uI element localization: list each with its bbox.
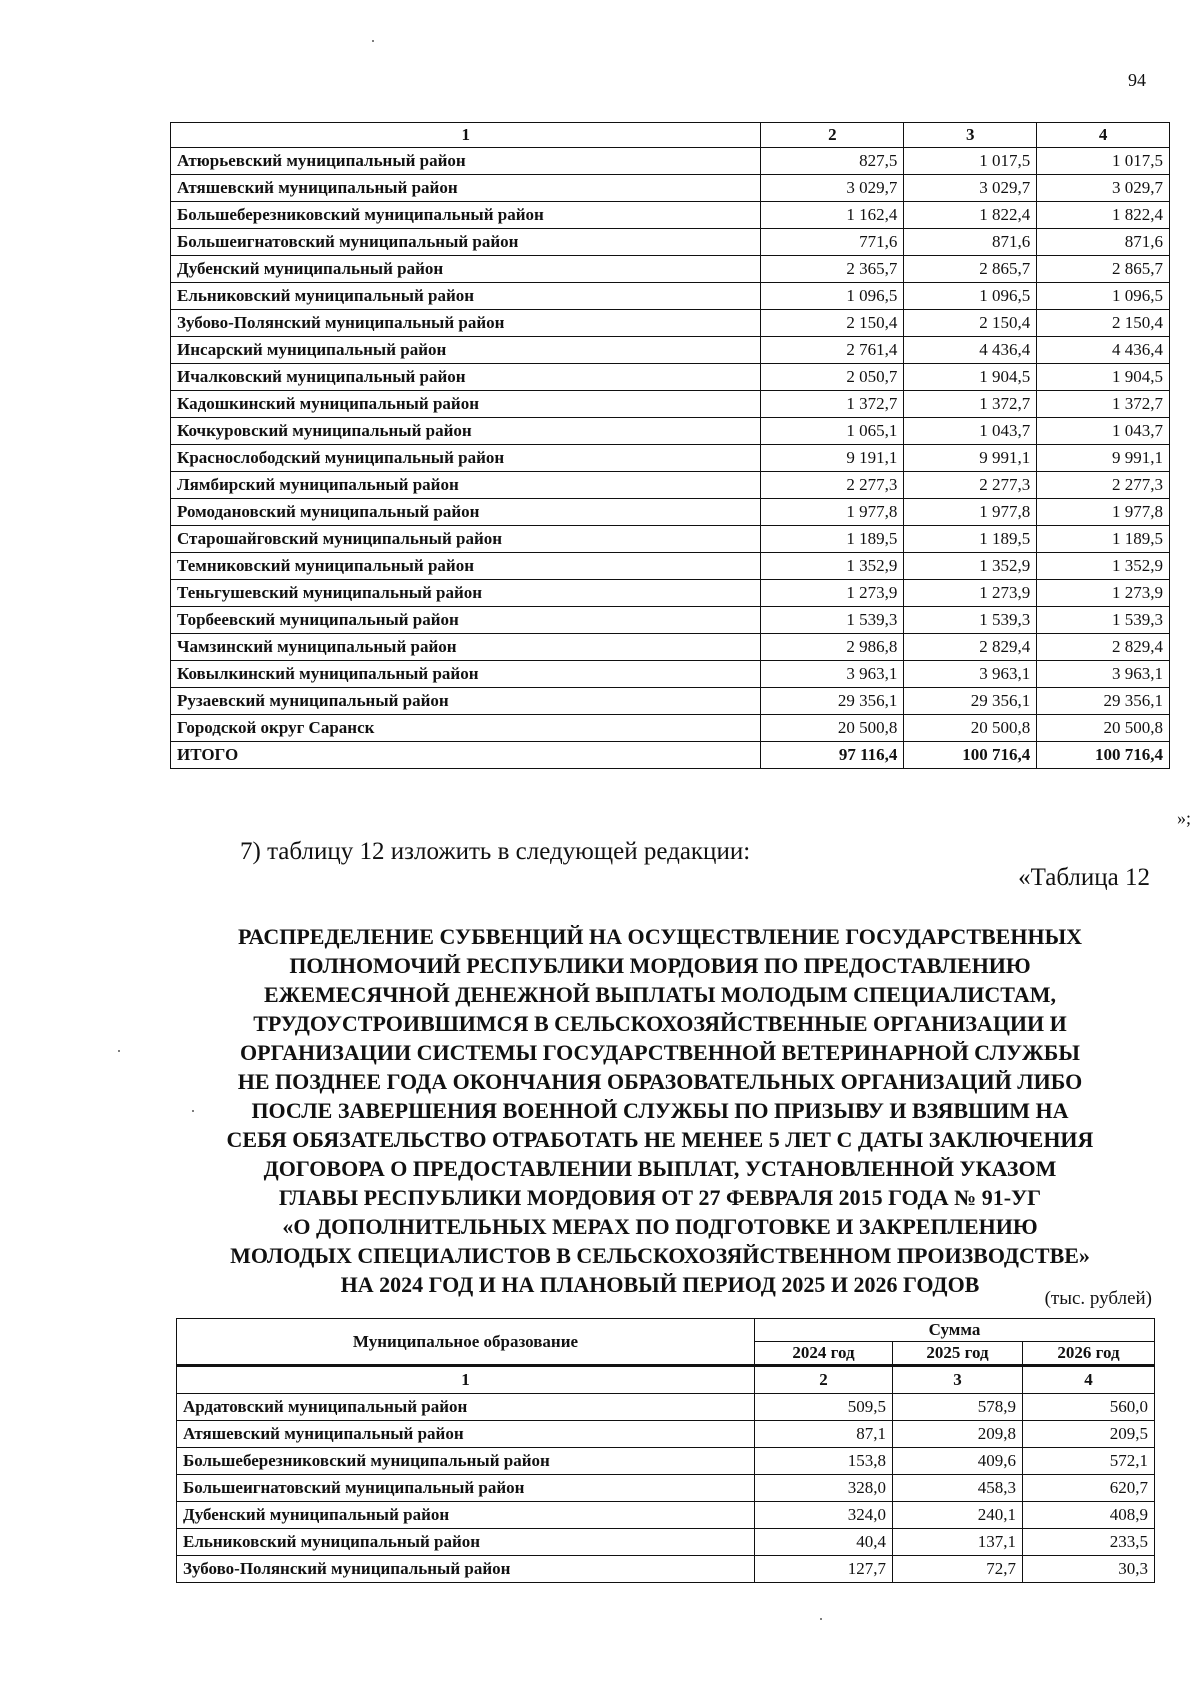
header-municipality: Муниципальное образование bbox=[177, 1319, 755, 1366]
municipality-name: Ичалковский муниципальный район bbox=[171, 364, 761, 391]
municipality-name: Ковылкинский муниципальный район bbox=[171, 661, 761, 688]
table-row bbox=[177, 1448, 1155, 1475]
value-col-2: 2 986,8 bbox=[761, 634, 904, 661]
value-col-2: 2 365,7 bbox=[761, 256, 904, 283]
municipality-name: Теньгушевский муниципальный район bbox=[171, 580, 761, 607]
value-col-4: 2 150,4 bbox=[1037, 310, 1170, 337]
value-col-3: 2 150,4 bbox=[904, 310, 1037, 337]
table-row bbox=[171, 634, 1170, 661]
value-col-3: 9 991,1 bbox=[904, 445, 1037, 472]
value-col-2: 97 116,4 bbox=[761, 742, 904, 769]
municipality-name: Атяшевский муниципальный район bbox=[171, 175, 761, 202]
value-col-4: 100 716,4 bbox=[1037, 742, 1170, 769]
value-col-2: 1 273,9 bbox=[761, 580, 904, 607]
value-col-3: 578,9 bbox=[893, 1394, 1023, 1421]
table-row bbox=[177, 1502, 1155, 1529]
municipality-name: Большеберезниковский муниципальный район bbox=[177, 1448, 755, 1475]
municipality-name: Темниковский муниципальный район bbox=[171, 553, 761, 580]
table-row bbox=[171, 715, 1170, 742]
value-col-4: 233,5 bbox=[1023, 1529, 1155, 1556]
value-col-3: 1 017,5 bbox=[904, 148, 1037, 175]
value-col-2: 1 977,8 bbox=[761, 499, 904, 526]
value-col-2: 9 191,1 bbox=[761, 445, 904, 472]
value-col-3: 100 716,4 bbox=[904, 742, 1037, 769]
column-number-row bbox=[171, 123, 1170, 148]
value-col-4: 620,7 bbox=[1023, 1475, 1155, 1502]
title-line: МОЛОДЫХ СПЕЦИАЛИСТОВ В СЕЛЬСКОХОЗЯЙСТВЕННОМ ПРОИЗВОДСТВЕ» bbox=[230, 1243, 1090, 1268]
value-col-3: 1 352,9 bbox=[904, 553, 1037, 580]
column-number: 4 bbox=[1037, 123, 1170, 148]
municipality-name: Ардатовский муниципальный район bbox=[177, 1394, 755, 1421]
title-line: ЕЖЕМЕСЯЧНОЙ ДЕНЕЖНОЙ ВЫПЛАТЫ МОЛОДЫМ СПЕЦИАЛИСТАМ, bbox=[263, 982, 1057, 1007]
title-line: ПОСЛЕ ЗАВЕРШЕНИЯ ВОЕННОЙ СЛУЖБЫ ПО ПРИЗЫВУ И ВЗЯВШИМ НА bbox=[251, 1098, 1069, 1123]
value-col-2: 3 963,1 bbox=[761, 661, 904, 688]
table-row bbox=[171, 688, 1170, 715]
value-col-3: 1 189,5 bbox=[904, 526, 1037, 553]
value-col-2: 324,0 bbox=[755, 1502, 893, 1529]
table-row bbox=[171, 337, 1170, 364]
value-col-2: 1 352,9 bbox=[761, 553, 904, 580]
value-col-4: 3 029,7 bbox=[1037, 175, 1170, 202]
value-col-2: 1 539,3 bbox=[761, 607, 904, 634]
value-col-4: 1 189,5 bbox=[1037, 526, 1170, 553]
table-title bbox=[160, 922, 1160, 1299]
municipality-name: Рузаевский муниципальный район bbox=[171, 688, 761, 715]
value-col-3: 458,3 bbox=[893, 1475, 1023, 1502]
value-col-3: 1 539,3 bbox=[904, 607, 1037, 634]
value-col-3: 29 356,1 bbox=[904, 688, 1037, 715]
value-col-2: 40,4 bbox=[755, 1529, 893, 1556]
value-col-4: 4 436,4 bbox=[1037, 337, 1170, 364]
municipality-name: Ромодановский муниципальный район bbox=[171, 499, 761, 526]
value-col-4: 1 539,3 bbox=[1037, 607, 1170, 634]
value-col-3: 1 043,7 bbox=[904, 418, 1037, 445]
value-col-4: 572,1 bbox=[1023, 1448, 1155, 1475]
title-line: СЕБЯ ОБЯЗАТЕЛЬСТВО ОТРАБОТАТЬ НЕ МЕНЕЕ 5 ЛЕТ С ДАТЫ ЗАКЛЮЧЕНИЯ bbox=[226, 1127, 1094, 1152]
allocation-table-continued bbox=[170, 122, 1170, 769]
table-row bbox=[177, 1394, 1155, 1421]
scan-speck bbox=[372, 40, 374, 42]
value-col-3: 2 277,3 bbox=[904, 472, 1037, 499]
closing-quote-mark: »; bbox=[1177, 808, 1192, 828]
municipality-name: Атюрьевский муниципальный район bbox=[171, 148, 761, 175]
municipality-name: Атяшевский муниципальный район bbox=[177, 1421, 755, 1448]
value-col-4: 871,6 bbox=[1037, 229, 1170, 256]
value-col-2: 127,7 bbox=[755, 1556, 893, 1583]
value-col-4: 1 096,5 bbox=[1037, 283, 1170, 310]
municipality-name: Зубово-Полянский муниципальный район bbox=[177, 1556, 755, 1583]
municipality-name: Городской округ Саранск bbox=[171, 715, 761, 742]
value-col-2: 2 277,3 bbox=[761, 472, 904, 499]
value-col-4: 20 500,8 bbox=[1037, 715, 1170, 742]
value-col-3: 2 829,4 bbox=[904, 634, 1037, 661]
municipality-name: Старошайговский муниципальный район bbox=[171, 526, 761, 553]
value-col-4: 2 829,4 bbox=[1037, 634, 1170, 661]
table-row bbox=[177, 1529, 1155, 1556]
value-col-3: 1 822,4 bbox=[904, 202, 1037, 229]
table-row bbox=[171, 283, 1170, 310]
table-row bbox=[171, 391, 1170, 418]
value-col-4: 1 043,7 bbox=[1037, 418, 1170, 445]
value-col-3: 871,6 bbox=[904, 229, 1037, 256]
municipality-name: Кочкуровский муниципальный район bbox=[171, 418, 761, 445]
value-col-2: 2 050,7 bbox=[761, 364, 904, 391]
scan-speck bbox=[820, 1618, 822, 1620]
municipality-name: Чамзинский муниципальный район bbox=[171, 634, 761, 661]
table-label: «Таблица 12 bbox=[1018, 864, 1150, 891]
municipality-name: Торбеевский муниципальный район bbox=[171, 607, 761, 634]
value-col-3: 1 977,8 bbox=[904, 499, 1037, 526]
table-row bbox=[171, 445, 1170, 472]
value-col-3: 3 029,7 bbox=[904, 175, 1037, 202]
column-number: 3 bbox=[893, 1366, 1023, 1394]
municipality-name: Дубенский муниципальный район bbox=[177, 1502, 755, 1529]
value-col-2: 1 372,7 bbox=[761, 391, 904, 418]
value-col-2: 20 500,8 bbox=[761, 715, 904, 742]
value-col-4: 1 977,8 bbox=[1037, 499, 1170, 526]
header-year: 2024 год bbox=[755, 1342, 893, 1366]
value-col-3: 409,6 bbox=[893, 1448, 1023, 1475]
title-line: ГЛАВЫ РЕСПУБЛИКИ МОРДОВИЯ ОТ 27 ФЕВРАЛЯ 2015 ГОДА № 91-УГ bbox=[278, 1185, 1042, 1210]
table-row bbox=[171, 553, 1170, 580]
table-row bbox=[171, 418, 1170, 445]
header-row bbox=[177, 1319, 1155, 1342]
value-col-2: 87,1 bbox=[755, 1421, 893, 1448]
units-label: (тыс. рублей) bbox=[1044, 1288, 1152, 1309]
value-col-3: 4 436,4 bbox=[904, 337, 1037, 364]
value-col-2: 827,5 bbox=[761, 148, 904, 175]
value-col-4: 209,5 bbox=[1023, 1421, 1155, 1448]
table-row bbox=[171, 229, 1170, 256]
title-line: РАСПРЕДЕЛЕНИЕ СУБВЕНЦИЙ НА ОСУЩЕСТВЛЕНИЕ ГОСУДАРСТВЕННЫХ bbox=[237, 924, 1083, 949]
table-row bbox=[177, 1421, 1155, 1448]
value-col-2: 328,0 bbox=[755, 1475, 893, 1502]
value-col-3: 1 904,5 bbox=[904, 364, 1037, 391]
column-number: 3 bbox=[904, 123, 1037, 148]
table-row bbox=[171, 472, 1170, 499]
column-number: 2 bbox=[761, 123, 904, 148]
value-col-3: 2 865,7 bbox=[904, 256, 1037, 283]
municipality-name: Краснослободский муниципальный район bbox=[171, 445, 761, 472]
value-col-4: 560,0 bbox=[1023, 1394, 1155, 1421]
title-line: ОРГАНИЗАЦИИ СИСТЕМЫ ГОСУДАРСТВЕННОЙ ВЕТЕРИНАРНОЙ СЛУЖБЫ bbox=[240, 1040, 1080, 1065]
value-col-3: 137,1 bbox=[893, 1529, 1023, 1556]
municipality-name: ИТОГО bbox=[171, 742, 761, 769]
municipality-name: Большеигнатовский муниципальный район bbox=[177, 1475, 755, 1502]
value-col-2: 1 096,5 bbox=[761, 283, 904, 310]
value-col-4: 9 991,1 bbox=[1037, 445, 1170, 472]
municipality-name: Ельниковский муниципальный район bbox=[177, 1529, 755, 1556]
title-line: НА 2024 ГОД И НА ПЛАНОВЫЙ ПЕРИОД 2025 И 2026 ГОДОВ bbox=[340, 1272, 980, 1297]
total-row bbox=[171, 742, 1170, 769]
title-line: ТРУДОУСТРОИВШИМСЯ В СЕЛЬСКОХОЗЯЙСТВЕННЫЕ ОРГАНИЗАЦИИ И bbox=[253, 1011, 1067, 1036]
scan-speck bbox=[192, 1110, 194, 1112]
value-col-2: 1 162,4 bbox=[761, 202, 904, 229]
value-col-3: 240,1 bbox=[893, 1502, 1023, 1529]
title-line: «О ДОПОЛНИТЕЛЬНЫХ МЕРАХ ПО ПОДГОТОВКЕ И ЗАКРЕПЛЕНИЮ bbox=[282, 1214, 1038, 1239]
header-sum: Сумма bbox=[755, 1319, 1155, 1342]
value-col-4: 2 277,3 bbox=[1037, 472, 1170, 499]
municipality-name: Большеигнатовский муниципальный район bbox=[171, 229, 761, 256]
value-col-2: 2 761,4 bbox=[761, 337, 904, 364]
table-row bbox=[177, 1475, 1155, 1502]
value-col-4: 29 356,1 bbox=[1037, 688, 1170, 715]
title-line: ПОЛНОМОЧИЙ РЕСПУБЛИКИ МОРДОВИЯ ПО ПРЕДОСТАВЛЕНИЮ bbox=[289, 953, 1031, 978]
header-year: 2025 год bbox=[893, 1342, 1023, 1366]
value-col-2: 3 029,7 bbox=[761, 175, 904, 202]
value-col-3: 3 963,1 bbox=[904, 661, 1037, 688]
value-col-4: 1 372,7 bbox=[1037, 391, 1170, 418]
column-number: 4 bbox=[1023, 1366, 1155, 1394]
table-row bbox=[171, 310, 1170, 337]
municipality-name: Лямбирский муниципальный район bbox=[171, 472, 761, 499]
value-col-2: 1 065,1 bbox=[761, 418, 904, 445]
table-row bbox=[171, 661, 1170, 688]
table-row bbox=[171, 175, 1170, 202]
table-row bbox=[171, 364, 1170, 391]
value-col-4: 1 904,5 bbox=[1037, 364, 1170, 391]
value-col-4: 1 017,5 bbox=[1037, 148, 1170, 175]
value-col-2: 153,8 bbox=[755, 1448, 893, 1475]
value-col-4: 2 865,7 bbox=[1037, 256, 1170, 283]
municipality-name: Зубово-Полянский муниципальный район bbox=[171, 310, 761, 337]
table-row bbox=[171, 256, 1170, 283]
value-col-2: 2 150,4 bbox=[761, 310, 904, 337]
value-col-3: 1 096,5 bbox=[904, 283, 1037, 310]
page-number: 94 bbox=[1128, 70, 1146, 90]
municipality-name: Ельниковский муниципальный район bbox=[171, 283, 761, 310]
value-col-3: 72,7 bbox=[893, 1556, 1023, 1583]
column-number: 2 bbox=[755, 1366, 893, 1394]
table-row bbox=[171, 526, 1170, 553]
column-number: 1 bbox=[177, 1366, 755, 1394]
subvention-allocation-table bbox=[176, 1318, 1155, 1583]
municipality-name: Дубенский муниципальный район bbox=[171, 256, 761, 283]
table-row bbox=[177, 1556, 1155, 1583]
value-col-2: 771,6 bbox=[761, 229, 904, 256]
column-number-row bbox=[177, 1366, 1155, 1394]
value-col-4: 30,3 bbox=[1023, 1556, 1155, 1583]
value-col-4: 1 273,9 bbox=[1037, 580, 1170, 607]
value-col-4: 408,9 bbox=[1023, 1502, 1155, 1529]
table-row bbox=[171, 499, 1170, 526]
value-col-4: 1 822,4 bbox=[1037, 202, 1170, 229]
value-col-3: 209,8 bbox=[893, 1421, 1023, 1448]
title-line: НЕ ПОЗДНЕЕ ГОДА ОКОНЧАНИЯ ОБРАЗОВАТЕЛЬНЫХ ОРГАНИЗАЦИЙ ЛИБО bbox=[237, 1069, 1083, 1094]
value-col-3: 1 273,9 bbox=[904, 580, 1037, 607]
value-col-4: 1 352,9 bbox=[1037, 553, 1170, 580]
scan-speck bbox=[118, 1050, 120, 1052]
value-col-2: 509,5 bbox=[755, 1394, 893, 1421]
title-line: ДОГОВОРА О ПРЕДОСТАВЛЕНИИ ВЫПЛАТ, УСТАНОВЛЕННОЙ УКАЗОМ bbox=[263, 1156, 1057, 1181]
value-col-4: 3 963,1 bbox=[1037, 661, 1170, 688]
table-row bbox=[171, 148, 1170, 175]
municipality-name: Большеберезниковский муниципальный район bbox=[171, 202, 761, 229]
table-row bbox=[171, 607, 1170, 634]
municipality-name: Кадошкинский муниципальный район bbox=[171, 391, 761, 418]
value-col-3: 1 372,7 bbox=[904, 391, 1037, 418]
municipality-name: Инсарский муниципальный район bbox=[171, 337, 761, 364]
amendment-instruction: 7) таблицу 12 изложить в следующей редакции: bbox=[240, 838, 751, 865]
value-col-3: 20 500,8 bbox=[904, 715, 1037, 742]
table-row bbox=[171, 202, 1170, 229]
header-year: 2026 год bbox=[1023, 1342, 1155, 1366]
value-col-2: 1 189,5 bbox=[761, 526, 904, 553]
table-row bbox=[171, 580, 1170, 607]
value-col-2: 29 356,1 bbox=[761, 688, 904, 715]
column-number: 1 bbox=[171, 123, 761, 148]
